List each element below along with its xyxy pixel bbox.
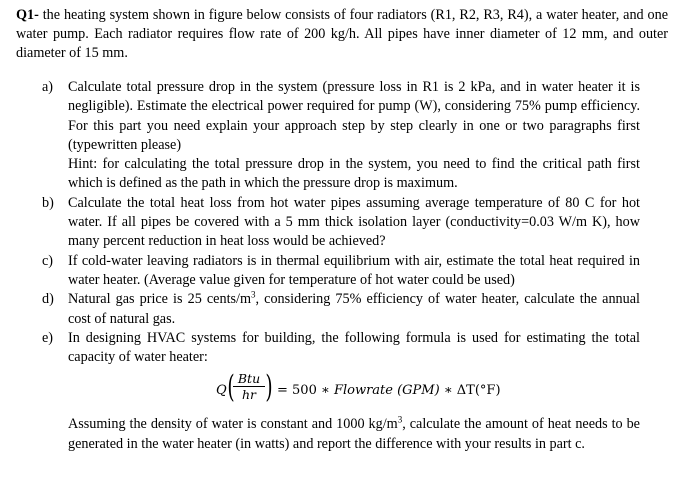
part-d-text-before: Natural gas price is 25 cents/m: [68, 291, 252, 308]
part-d-label: d): [42, 291, 54, 308]
part-a-label: a): [42, 79, 54, 95]
part-e-followup-before: Assuming the density of water is constant and 1000 kg/m: [68, 416, 398, 433]
part-e-text: In designing HVAC systems for building, the following formula is used for estimating the total capacity of water heater:: [68, 329, 640, 366]
formula-left-paren: (: [227, 369, 235, 406]
part-e-followup-after: , calculate the amount of heat needs to be generated in the water heater (in watts) and report the difference with your results in part c.: [68, 416, 640, 452]
question-text: the heating system shown in figure below consists of four radiators (R1, R2, R3, R4), a water heater, and one water pump. Each radiator requires flow rate of 200 kg/h. All pipes have inner diameter of 12 mm, and outer diameter of 15 mm.: [16, 7, 668, 61]
formula-units-fraction: [233, 371, 265, 402]
part-e-followup: [68, 415, 640, 454]
question-intro: [16, 6, 668, 63]
part-d: [14, 290, 668, 329]
part-b-text: Calculate the total heat loss from hot water pipes assuming average temperature of 80 C for hot water. If all pipes be covered with a 5 mm thick isolation layer (conductivity=0.03 W/m K), how many percent reduction in heat loss would be achieved?: [68, 194, 640, 250]
question-label: Q1-: [16, 7, 39, 23]
part-a-text: Calculate total pressure drop in the system (pressure loss in R1 is 2 kPa, and in water heater it is negligible). Estimate the electrical power required for pump (W), considering 75% pump efficiency. For this part you need explain your approach step by step clearly in one or two paragraphs first (typewritten please): [68, 79, 640, 153]
part-e-label: e): [42, 329, 54, 346]
formula-equals: = 500 ∗: [277, 383, 334, 399]
part-a: [14, 78, 668, 194]
part-d-superscript: 3: [251, 289, 256, 300]
part-a-hint: Hint: for calculating the total pressure drop in the system, you need to find the critical path first which is defined as the path in which the pressure drop is maximum.: [68, 156, 640, 192]
capacity-formula: [68, 369, 640, 409]
formula-numerator: Btu: [233, 371, 265, 387]
part-e-superscript: 3: [397, 414, 403, 425]
formula-delta-t: ∗ ΔT(°F): [439, 383, 501, 399]
part-c-label: c): [42, 252, 54, 269]
formula-flowrate: Flowrate (GPM): [333, 383, 440, 399]
part-c: [14, 252, 668, 291]
part-b: [14, 194, 668, 252]
part-e: [14, 329, 668, 454]
formula-denominator: hr: [241, 387, 257, 403]
formula-q: Q: [216, 383, 227, 399]
part-c-text: If cold-water leaving radiators is in thermal equilibrium with air, estimate the total heat required in water heater. (Average value given for temperature of hot water could be used): [68, 252, 640, 288]
formula-rhs: [277, 381, 501, 400]
formula-right-paren: ): [265, 369, 273, 406]
part-d-text-after: , considering 75% efficiency of water heater, calculate the annual cost of natural gas.: [68, 291, 640, 327]
part-b-label: b): [42, 194, 54, 211]
question-parts: [14, 78, 668, 454]
